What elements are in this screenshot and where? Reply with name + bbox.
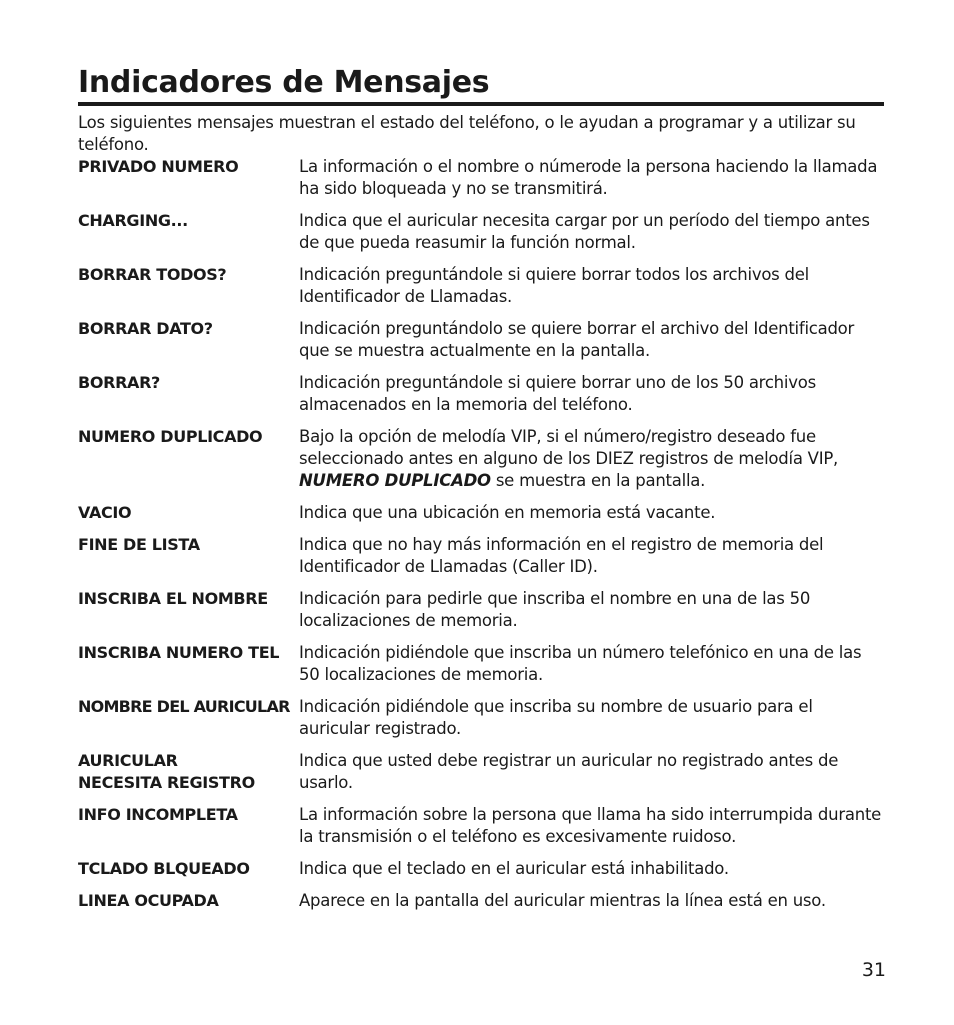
message-term: VACIO	[78, 503, 132, 522]
message-description	[299, 426, 884, 492]
message-entry	[78, 426, 884, 492]
message-entry	[78, 502, 884, 524]
message-description-text: Bajo la opción de melodía VIP, si el número/registro deseado fue seleccionado antes en alguno de los DIEZ registros de melodía VIP,	[299, 427, 839, 468]
message-term: NOMBRE DEL AURICULAR	[78, 697, 290, 716]
message-emphasis: NUMERO DUPLICADO	[299, 471, 491, 490]
message-term: TCLADO BLQUEADO	[78, 859, 250, 878]
message-entry	[78, 318, 884, 362]
message-term: INFO INCOMPLETA	[78, 805, 238, 824]
message-entry	[78, 696, 884, 740]
message-description: Indicación pidiéndole que inscriba un número telefónico en una de las 50 localizaciones de memoria.	[299, 643, 862, 684]
message-entry	[78, 372, 884, 416]
message-entry	[78, 890, 884, 912]
message-description: Indica que una ubicación en memoria está vacante.	[299, 503, 716, 522]
message-entry	[78, 534, 884, 578]
message-description: La información o el nombre o númerode la persona haciendo la llamada ha sido bloqueada y no se transmitirá.	[299, 157, 878, 198]
message-term: INSCRIBA NUMERO TEL	[78, 643, 280, 662]
message-term: PRIVADO NUMERO	[78, 157, 239, 176]
message-description: Indicación pidiéndole que inscriba su nombre de usuario para el auricular registrado.	[299, 697, 813, 738]
page-number: 31	[861, 959, 886, 981]
message-term: NUMERO DUPLICADO	[78, 427, 263, 446]
message-entry	[78, 210, 884, 254]
message-term: BORRAR?	[78, 373, 160, 392]
message-entry	[78, 156, 884, 200]
message-term: CHARGING...	[78, 211, 188, 230]
message-description: La información sobre la persona que llama ha sido interrumpida durante la transmisión o el teléfono es excesivamente ruidoso.	[299, 805, 882, 846]
message-description: Indicación para pedirle que inscriba el nombre en una de las 50 localizaciones de memoria.	[299, 589, 811, 630]
message-term: INSCRIBA EL NOMBRE	[78, 589, 268, 608]
message-term: AURICULAR NECESITA REGISTRO	[78, 751, 255, 792]
title-rule	[78, 102, 884, 106]
message-description-tail: se muestra en la pantalla.	[490, 471, 706, 490]
message-list	[78, 156, 884, 912]
message-term: BORRAR TODOS?	[78, 265, 227, 284]
page-title: Indicadores de Mensajes	[78, 65, 490, 100]
message-description: Indica que no hay más información en el registro de memoria del Identificador de Llamadas (Caller ID).	[299, 535, 824, 576]
message-description: Indicación preguntándolo se quiere borrar el archivo del Identificador que se muestra actualmente en la pantalla.	[299, 319, 855, 360]
message-term: FINE DE LISTA	[78, 535, 200, 554]
message-description: Aparece en la pantalla del auricular mientras la línea está en uso.	[299, 891, 826, 910]
message-entry	[78, 750, 884, 794]
message-term: BORRAR DATO?	[78, 319, 213, 338]
message-entry	[78, 264, 884, 308]
message-description: Indica que el teclado en el auricular está inhabilitado.	[299, 859, 729, 878]
intro-paragraph: Los siguientes mensajes muestran el estado del teléfono, o le ayudan a programar y a utilizar su teléfono.	[78, 113, 856, 154]
message-entry	[78, 858, 884, 880]
message-entry	[78, 642, 884, 686]
message-description: Indica que usted debe registrar un auricular no registrado antes de usarlo.	[299, 751, 839, 792]
message-entry	[78, 804, 884, 848]
message-description: Indicación preguntándole si quiere borrar uno de los 50 archivos almacenados en la memoria del teléfono.	[299, 373, 816, 414]
message-description: Indicación preguntándole si quiere borrar todos los archivos del Identificador de Llamadas.	[299, 265, 809, 306]
page	[78, 64, 884, 912]
message-term: LINEA OCUPADA	[78, 891, 219, 910]
message-description: Indica que el auricular necesita cargar por un período del tiempo antes de que pueda reasumir la función normal.	[299, 211, 870, 252]
message-entry	[78, 588, 884, 632]
